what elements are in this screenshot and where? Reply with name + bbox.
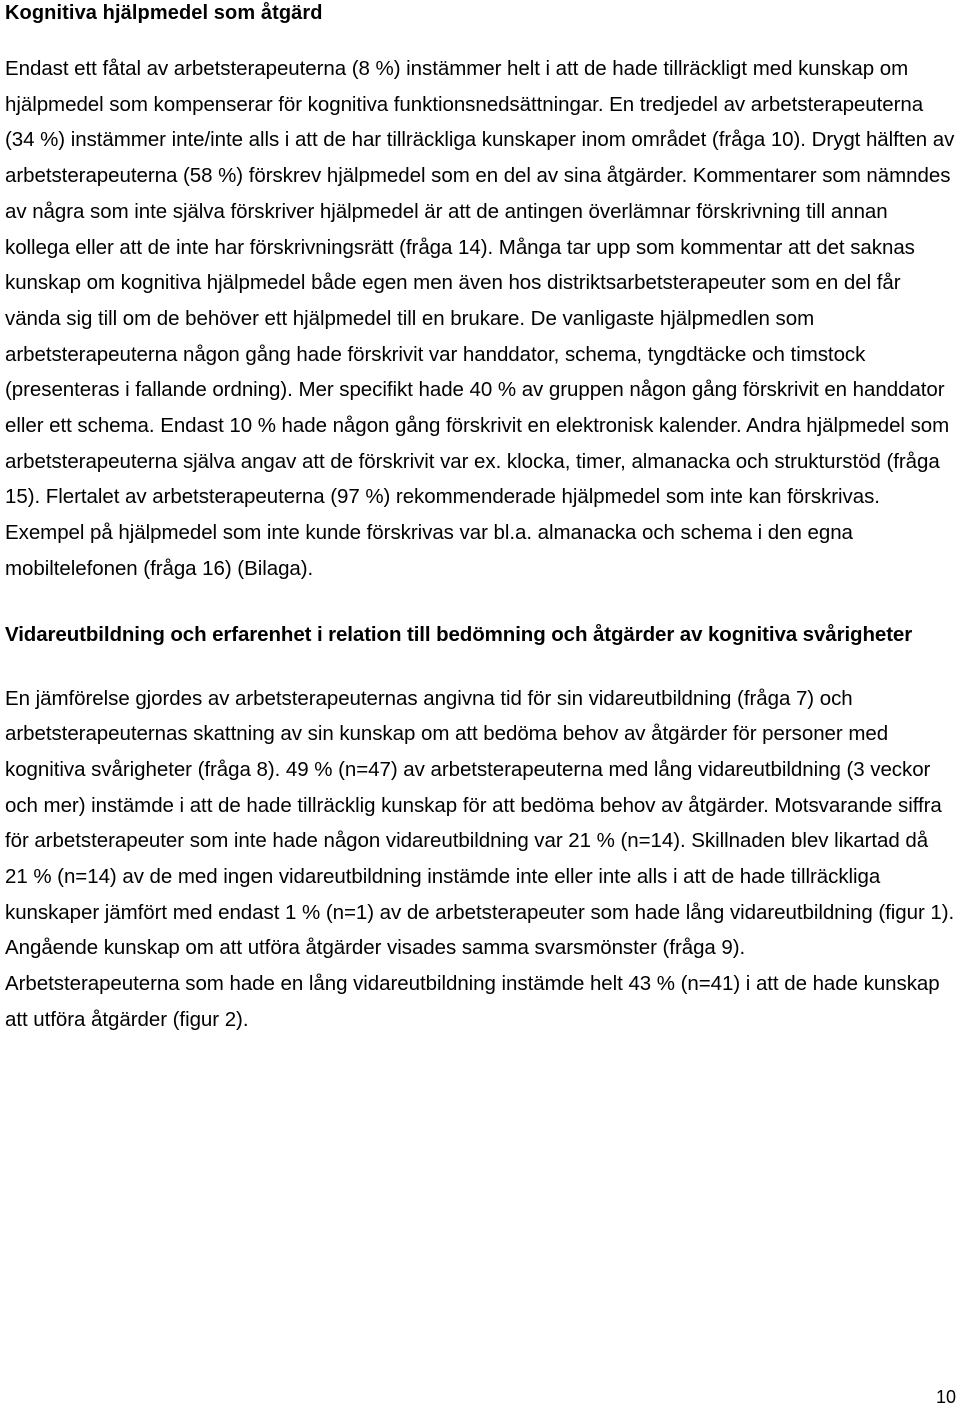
body-paragraph-hjalpmedel: Endast ett fåtal av arbetsterapeuterna (8 %) instämmer helt i att de hade tillräckligt med kunskap om hjälpmedel som kompenserar för kognitiva funktionsnedsättningar. En tredjedel av arbetsterapeuterna (34 %) instämmer inte/inte alls i att de har tillräckliga kunskaper inom området (fråga 10). Drygt hälften av arbetsterapeuterna (58 %) förskrev hjälpmedel som en del av sina åtgärder. Kommentarer som nämndes av några som inte själva förskriver hjälpmedel är att de antingen överlämnar förskrivning till annan kollega eller att de inte har förskrivningsrätt (fråga 14). Många tar upp som kommentar att det saknas kunskap om kognitiva hjälpmedel både egen men även hos distriktsarbetsterapeuter som en del får vända sig till om de behöver ett hjälpmedel till en brukare. De vanligaste hjälpmedlen som arbetsterapeuterna någon gång hade förskrivit var handdator, schema, tyngdtäcke och timstock (presenteras i fallande ordning). Mer specifikt hade 40 % av gruppen någon gång förskrivit en handdator eller ett schema. Endast 10 % hade någon gång förskrivit en elektronisk kalender. Andra hjälpmedel som arbetsterapeuterna själva angav att de förskrivit var ex. klocka, timer, almanacka och strukturstöd (fråga 15). Flertalet av arbetsterapeuterna (97 %) rekommenderade hjälpmedel som inte kan förskrivas. Exempel på hjälpmedel som inte kunde förskrivas var bl.a. almanacka och schema i den egna mobiltelefonen (fråga 16) (Bilaga). xyxy=(5,57,955,580)
section-heading: Kognitiva hjälpmedel som åtgärd xyxy=(5,2,323,24)
document-page xyxy=(5,0,955,1038)
page-number: 10 xyxy=(935,1387,956,1407)
body-paragraph-atgarder: Angående kunskap om att utföra åtgärder visades samma svarsmönster (fråga 9). xyxy=(5,936,746,960)
body-paragraph-lang-vidareutbildning: Arbetsterapeuterna som hade en lång vidareutbildning instämde helt 43 % (n=41) i att de hade kunskap att utföra åtgärder (figur 2). xyxy=(5,972,940,1031)
body-paragraph-vidareutbildning: En jämförelse gjordes av arbetsterapeuternas angivna tid för sin vidareutbildning (fråga 7) och arbetsterapeuternas skattning av sin kunskap om att bedöma behov av åtgärder för personer med kognitiva svårigheter (fråga 8). 49 % (n=47) av arbetsterapeuterna med lång vidareutbildning (3 veckor och mer) instämde i att de hade tillräcklig kunskap för att bedöma behov av åtgärder. Motsvarande siffra för arbetsterapeuter som inte hade någon vidareutbildning var 21 % (n=14). Skillnaden blev likartad då 21 % (n=14) av de med ingen vidareutbildning instämde inte eller inte alls i att de hade tillräckliga kunskaper jämfört med endast 1 % (n=1) av de arbetsterapeuter som hade lång vidareutbildning (figur 1). xyxy=(5,686,955,924)
subsection-heading: Vidareutbildning och erfarenhet i relation till bedömning och åtgärder av kognitiva svårigheter xyxy=(5,622,913,646)
